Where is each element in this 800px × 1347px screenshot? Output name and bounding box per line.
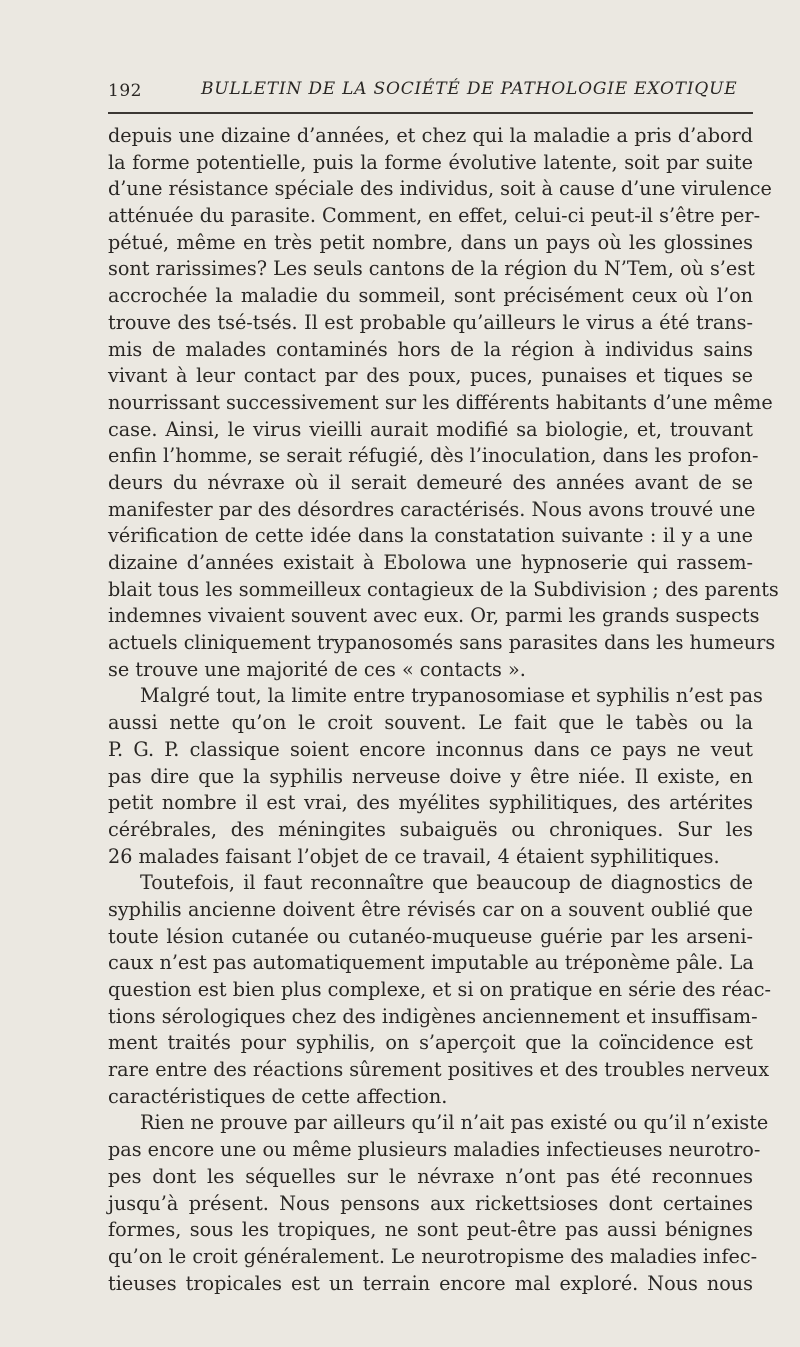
text-line: actuels cliniquement trypanosomés sans parasites dans les humeurs xyxy=(108,631,776,655)
paragraph xyxy=(108,123,779,683)
paragraph xyxy=(108,683,763,870)
text-line: qu’on le croit généralement. Le neurotropisme des maladies infec- xyxy=(108,1244,758,1268)
text-line: question est bien plus complexe, et si on pratique en série des réac- xyxy=(108,978,771,1001)
text-line: vérification de cette idée dans la constatation suivante : il y a une xyxy=(108,524,753,548)
text-line: mis de malades contaminés hors de la région à individus sains xyxy=(108,337,753,361)
text-line: enfin l’homme, se serait réfugié, dès l’inoculation, dans les profon- xyxy=(108,444,759,468)
text-line: dizaine d’années existait à Ebolowa une hypnoserie qui rassem- xyxy=(108,551,753,574)
text-line: Rien ne prouve par ailleurs qu’il n’ait pas existé ou qu’il n’existe xyxy=(140,1111,769,1135)
page-number: 192 xyxy=(108,81,142,101)
page-header xyxy=(108,78,753,106)
text-line: ment traités pour syphilis, on s’aperçoit que la coïncidence est xyxy=(108,1031,753,1055)
text-line: manifester par des désordres caractérisés. Nous avons trouvé une xyxy=(108,497,756,521)
text-line: trouve des tsé-tsés. Il est probable qu’ailleurs le virus a été trans- xyxy=(108,310,753,334)
text-line: caractéristiques de cette affection. xyxy=(108,1084,448,1108)
article-body xyxy=(108,123,779,1297)
text-line: Malgré tout, la limite entre trypanosomiase et syphilis n’est pas xyxy=(140,684,763,708)
text-line: case. Ainsi, le virus vieilli aurait modifié sa biologie, et, trouvant xyxy=(108,417,753,441)
text-line: formes, sous les tropiques, ne sont peut-être pas aussi bénignes xyxy=(108,1218,753,1242)
text-line: sont rarissimes? Les seuls cantons de la région du N’Tem, où s’est xyxy=(108,257,755,281)
text-line: atténuée du parasite. Comment, en effet, celui-ci peut-il s’être per- xyxy=(108,204,761,228)
text-line: P. G. P. classique soient encore inconnus dans ce pays ne veut xyxy=(108,737,753,761)
text-line: se trouve une majorité de ces « contacts ». xyxy=(108,657,526,681)
text-line: Toutefois, il faut reconnaître que beaucoup de diagnostics de xyxy=(140,871,753,895)
text-line: nourrissant successivement sur les différents habitants d’une même xyxy=(108,390,773,414)
text-line: indemnes vivaient souvent avec eux. Or, parmi les grands suspects xyxy=(108,604,760,628)
text-line: caux n’est pas automatiquement imputable au tréponème pâle. La xyxy=(108,951,754,975)
text-line: pas encore une ou même plusieurs maladies infectieuses neurotro- xyxy=(108,1138,761,1162)
text-line: tieuses tropicales est un terrain encore mal exploré. Nous nous xyxy=(108,1271,753,1295)
running-title: BULLETIN DE LA SOCIÉTÉ DE PATHOLOGIE EXOTIQUE xyxy=(201,79,738,99)
text-line: vivant à leur contact par des poux, puces, punaises et tiques se xyxy=(108,364,753,388)
text-line: cérébrales, des méningites subaiguës ou chroniques. Sur les xyxy=(108,817,753,841)
text-line: rare entre des réactions sûrement positives et des troubles nerveux xyxy=(108,1058,770,1082)
text-line: pes dont les séquelles sur le névraxe n’ont pas été reconnues xyxy=(108,1164,753,1188)
text-line: aussi nette qu’on le croit souvent. Le fait que le tabès ou la xyxy=(108,711,753,735)
text-line: toute lésion cutanée ou cutanéo-muqueuse guérie par les arseni- xyxy=(108,924,753,948)
text-line: depuis une dizaine d’années, et chez qui la maladie a pris d’abord xyxy=(108,124,753,147)
text-line: jusqu’à présent. Nous pensons aux rickettsioses dont certaines xyxy=(108,1191,753,1215)
header-rule xyxy=(108,112,753,114)
text-line: accrochée la maladie du sommeil, sont précisément ceux où l’on xyxy=(108,284,753,308)
text-line: tions sérologiques chez des indigènes anciennement et insuffisam- xyxy=(108,1004,758,1028)
paragraph xyxy=(108,870,771,1110)
text-line: 26 malades faisant l’objet de ce travail, 4 étaient syphilitiques. xyxy=(108,844,720,868)
text-line: syphilis ancienne doivent être révisés car on a souvent oublié que xyxy=(108,897,753,921)
text-line: pétué, même en très petit nombre, dans un pays où les glossines xyxy=(108,230,753,254)
text-line: petit nombre il est vrai, des myélites syphilitiques, des artérites xyxy=(108,791,753,815)
text-line: d’une résistance spéciale des individus, soit à cause d’une virulence xyxy=(108,177,772,201)
text-line: blait tous les sommeilleux contagieux de la Subdivision ; des parents xyxy=(108,577,779,601)
text-line: pas dire que la syphilis nerveuse doive y être niée. Il existe, en xyxy=(108,764,753,788)
paragraph xyxy=(108,1110,769,1297)
text-line: la forme potentielle, puis la forme évolutive latente, soit par suite xyxy=(108,150,753,174)
text-line: deurs du névraxe où il serait demeuré des années avant de se xyxy=(108,470,753,494)
